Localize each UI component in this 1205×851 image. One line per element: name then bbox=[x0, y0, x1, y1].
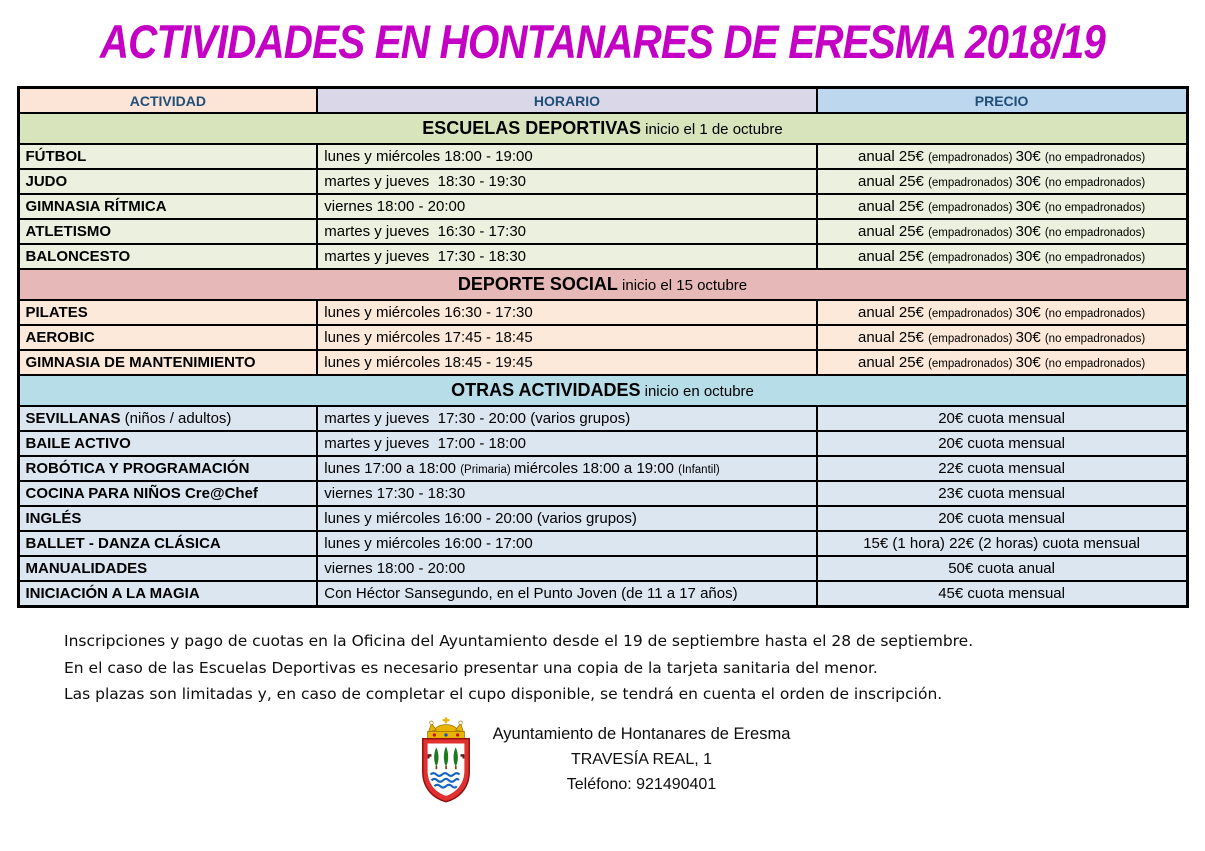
table-row bbox=[18, 481, 1187, 506]
table-row bbox=[18, 244, 1187, 269]
activity-cell: ROBÓTICA Y PROGRAMACIÓN bbox=[18, 456, 317, 481]
town-hall-contact bbox=[0, 716, 1205, 804]
schedule-cell: viernes 17:30 - 18:30 bbox=[317, 481, 816, 506]
table-row bbox=[18, 169, 1187, 194]
activity-cell: FÚTBOL bbox=[18, 144, 317, 169]
activity-cell: GIMNASIA RÍTMICA bbox=[18, 194, 317, 219]
price-cell: 50€ cuota anual bbox=[817, 556, 1187, 581]
activity-cell: BALLET - DANZA CLÁSICA bbox=[18, 531, 317, 556]
price-cell: 20€ cuota mensual bbox=[817, 506, 1187, 531]
activity-cell: SEVILLANAS (niños / adultos) bbox=[18, 406, 317, 431]
schedule-cell: lunes y miércoles 16:00 - 17:00 bbox=[317, 531, 816, 556]
section-title-text: DEPORTE SOCIAL bbox=[457, 274, 618, 294]
table-row bbox=[18, 350, 1187, 375]
price-cell: anual 25€ (empadronados) 30€ (no empadronados) bbox=[817, 219, 1187, 244]
schedule-cell: martes y jueves 17:30 - 18:30 bbox=[317, 244, 816, 269]
price-cell: 15€ (1 hora) 22€ (2 horas) cuota mensual bbox=[817, 531, 1187, 556]
table-row bbox=[18, 219, 1187, 244]
price-cell: anual 25€ (empadronados) 30€ (no empadronados) bbox=[817, 194, 1187, 219]
price-cell: 22€ cuota mensual bbox=[817, 456, 1187, 481]
table-row bbox=[18, 581, 1187, 607]
activity-cell: BALONCESTO bbox=[18, 244, 317, 269]
note-line: Inscripciones y pago de cuotas en la Oficina del Ayuntamiento desde el 19 de septiembre hasta el 28 de septiembre. bbox=[64, 632, 974, 650]
price-cell: 45€ cuota mensual bbox=[817, 581, 1187, 607]
section-title bbox=[18, 113, 1187, 144]
section-subtitle-text: inicio el 1 de octubre bbox=[640, 121, 783, 138]
schedule-cell: viernes 18:00 - 20:00 bbox=[317, 556, 816, 581]
schedule-cell: lunes y miércoles 17:45 - 18:45 bbox=[317, 325, 816, 350]
column-header-horario: HORARIO bbox=[317, 88, 816, 114]
activities-table bbox=[17, 86, 1189, 608]
column-header-precio: PRECIO bbox=[817, 88, 1187, 114]
section-title-text: ESCUELAS DEPORTIVAS bbox=[422, 118, 641, 138]
note-line: Las plazas son limitadas y, en caso de completar el cupo disponible, se tendrá en cuenta el orden de inscripción. bbox=[64, 685, 943, 704]
schedule-cell: martes y jueves 18:30 - 19:30 bbox=[317, 169, 816, 194]
schedule-cell: martes y jueves 17:30 - 20:00 (varios grupos) bbox=[317, 406, 816, 431]
price-cell: 23€ cuota mensual bbox=[817, 481, 1187, 506]
section-title bbox=[18, 269, 1187, 300]
section-subtitle-text: inicio el 15 octubre bbox=[617, 277, 748, 294]
title-bar bbox=[0, 14, 1205, 76]
price-cell: anual 25€ (empadronados) 30€ (no empadronados) bbox=[817, 325, 1187, 350]
town-hall-name: Ayuntamiento de Hontanares de Eresma bbox=[492, 725, 791, 744]
price-cell: anual 25€ (empadronados) 30€ (no empadronados) bbox=[817, 350, 1187, 375]
table-row bbox=[18, 325, 1187, 350]
price-cell: 20€ cuota mensual bbox=[817, 406, 1187, 431]
table-row bbox=[18, 506, 1187, 531]
table-header-row bbox=[18, 88, 1187, 114]
price-cell: anual 25€ (empadronados) 30€ (no empadronados) bbox=[817, 244, 1187, 269]
table-row bbox=[18, 144, 1187, 169]
schedule-cell: lunes 17:00 a 18:00 (Primaria) miércoles 18:00 a 19:00 (Infantil) bbox=[317, 456, 816, 481]
schedule-cell: martes y jueves 17:00 - 18:00 bbox=[317, 431, 816, 456]
schedule-cell: lunes y miércoles 16:30 - 17:30 bbox=[317, 300, 816, 325]
section-header-otras-actividades bbox=[18, 375, 1187, 406]
inscription-notes bbox=[64, 628, 1165, 708]
section-header-escuelas-deportivas bbox=[18, 113, 1187, 144]
column-header-actividad: ACTIVIDAD bbox=[18, 88, 317, 114]
schedule-cell: viernes 18:00 - 20:00 bbox=[317, 194, 816, 219]
activity-cell: BAILE ACTIVO bbox=[18, 431, 317, 456]
activity-cell: PILATES bbox=[18, 300, 317, 325]
schedule-cell: lunes y miércoles 18:45 - 19:45 bbox=[317, 350, 816, 375]
note-line: En el caso de las Escuelas Deportivas es necesario presentar una copia de la tarjeta sanitaria del menor. bbox=[64, 658, 878, 677]
price-cell: anual 25€ (empadronados) 30€ (no empadronados) bbox=[817, 144, 1187, 169]
price-cell: anual 25€ (empadronados) 30€ (no empadronados) bbox=[817, 169, 1187, 194]
table-row bbox=[18, 431, 1187, 456]
activity-cell: ATLETISMO bbox=[18, 219, 317, 244]
activity-cell: INGLÉS bbox=[18, 506, 317, 531]
schedule-cell: Con Héctor Sansegundo, en el Punto Joven (de 11 a 17 años) bbox=[317, 581, 816, 607]
coat-of-arms-icon bbox=[415, 716, 477, 804]
table-row bbox=[18, 406, 1187, 431]
table-row bbox=[18, 300, 1187, 325]
schedule-cell: martes y jueves 16:30 - 17:30 bbox=[317, 219, 816, 244]
table-row bbox=[18, 456, 1187, 481]
section-title bbox=[18, 375, 1187, 406]
schedule-cell: lunes y miércoles 18:00 - 19:00 bbox=[317, 144, 816, 169]
table-row bbox=[18, 531, 1187, 556]
schedule-cell: lunes y miércoles 16:00 - 20:00 (varios grupos) bbox=[317, 506, 816, 531]
section-title-text: OTRAS ACTIVIDADES bbox=[451, 380, 641, 400]
activity-cell: AEROBIC bbox=[18, 325, 317, 350]
town-hall-phone: Teléfono: 921490401 bbox=[566, 775, 717, 793]
activity-cell: COCINA PARA NIÑOS Cre@Chef bbox=[18, 481, 317, 506]
table-row bbox=[18, 556, 1187, 581]
activity-cell: INICIACIÓN A LA MAGIA bbox=[18, 581, 317, 607]
town-hall-address: TRAVESÍA REAL, 1 bbox=[570, 750, 713, 768]
price-cell: anual 25€ (empadronados) 30€ (no empadronados) bbox=[817, 300, 1187, 325]
activity-cell: MANUALIDADES bbox=[18, 556, 317, 581]
table-row bbox=[18, 194, 1187, 219]
activity-cell: JUDO bbox=[18, 169, 317, 194]
activity-cell: GIMNASIA DE MANTENIMIENTO bbox=[18, 350, 317, 375]
section-header-deporte-social bbox=[18, 269, 1187, 300]
section-subtitle-text: inicio en octubre bbox=[640, 383, 754, 400]
page-title: ACTIVIDADES EN HONTANARES DE ERESMA 2018/19 bbox=[99, 15, 1106, 68]
price-cell: 20€ cuota mensual bbox=[817, 431, 1187, 456]
